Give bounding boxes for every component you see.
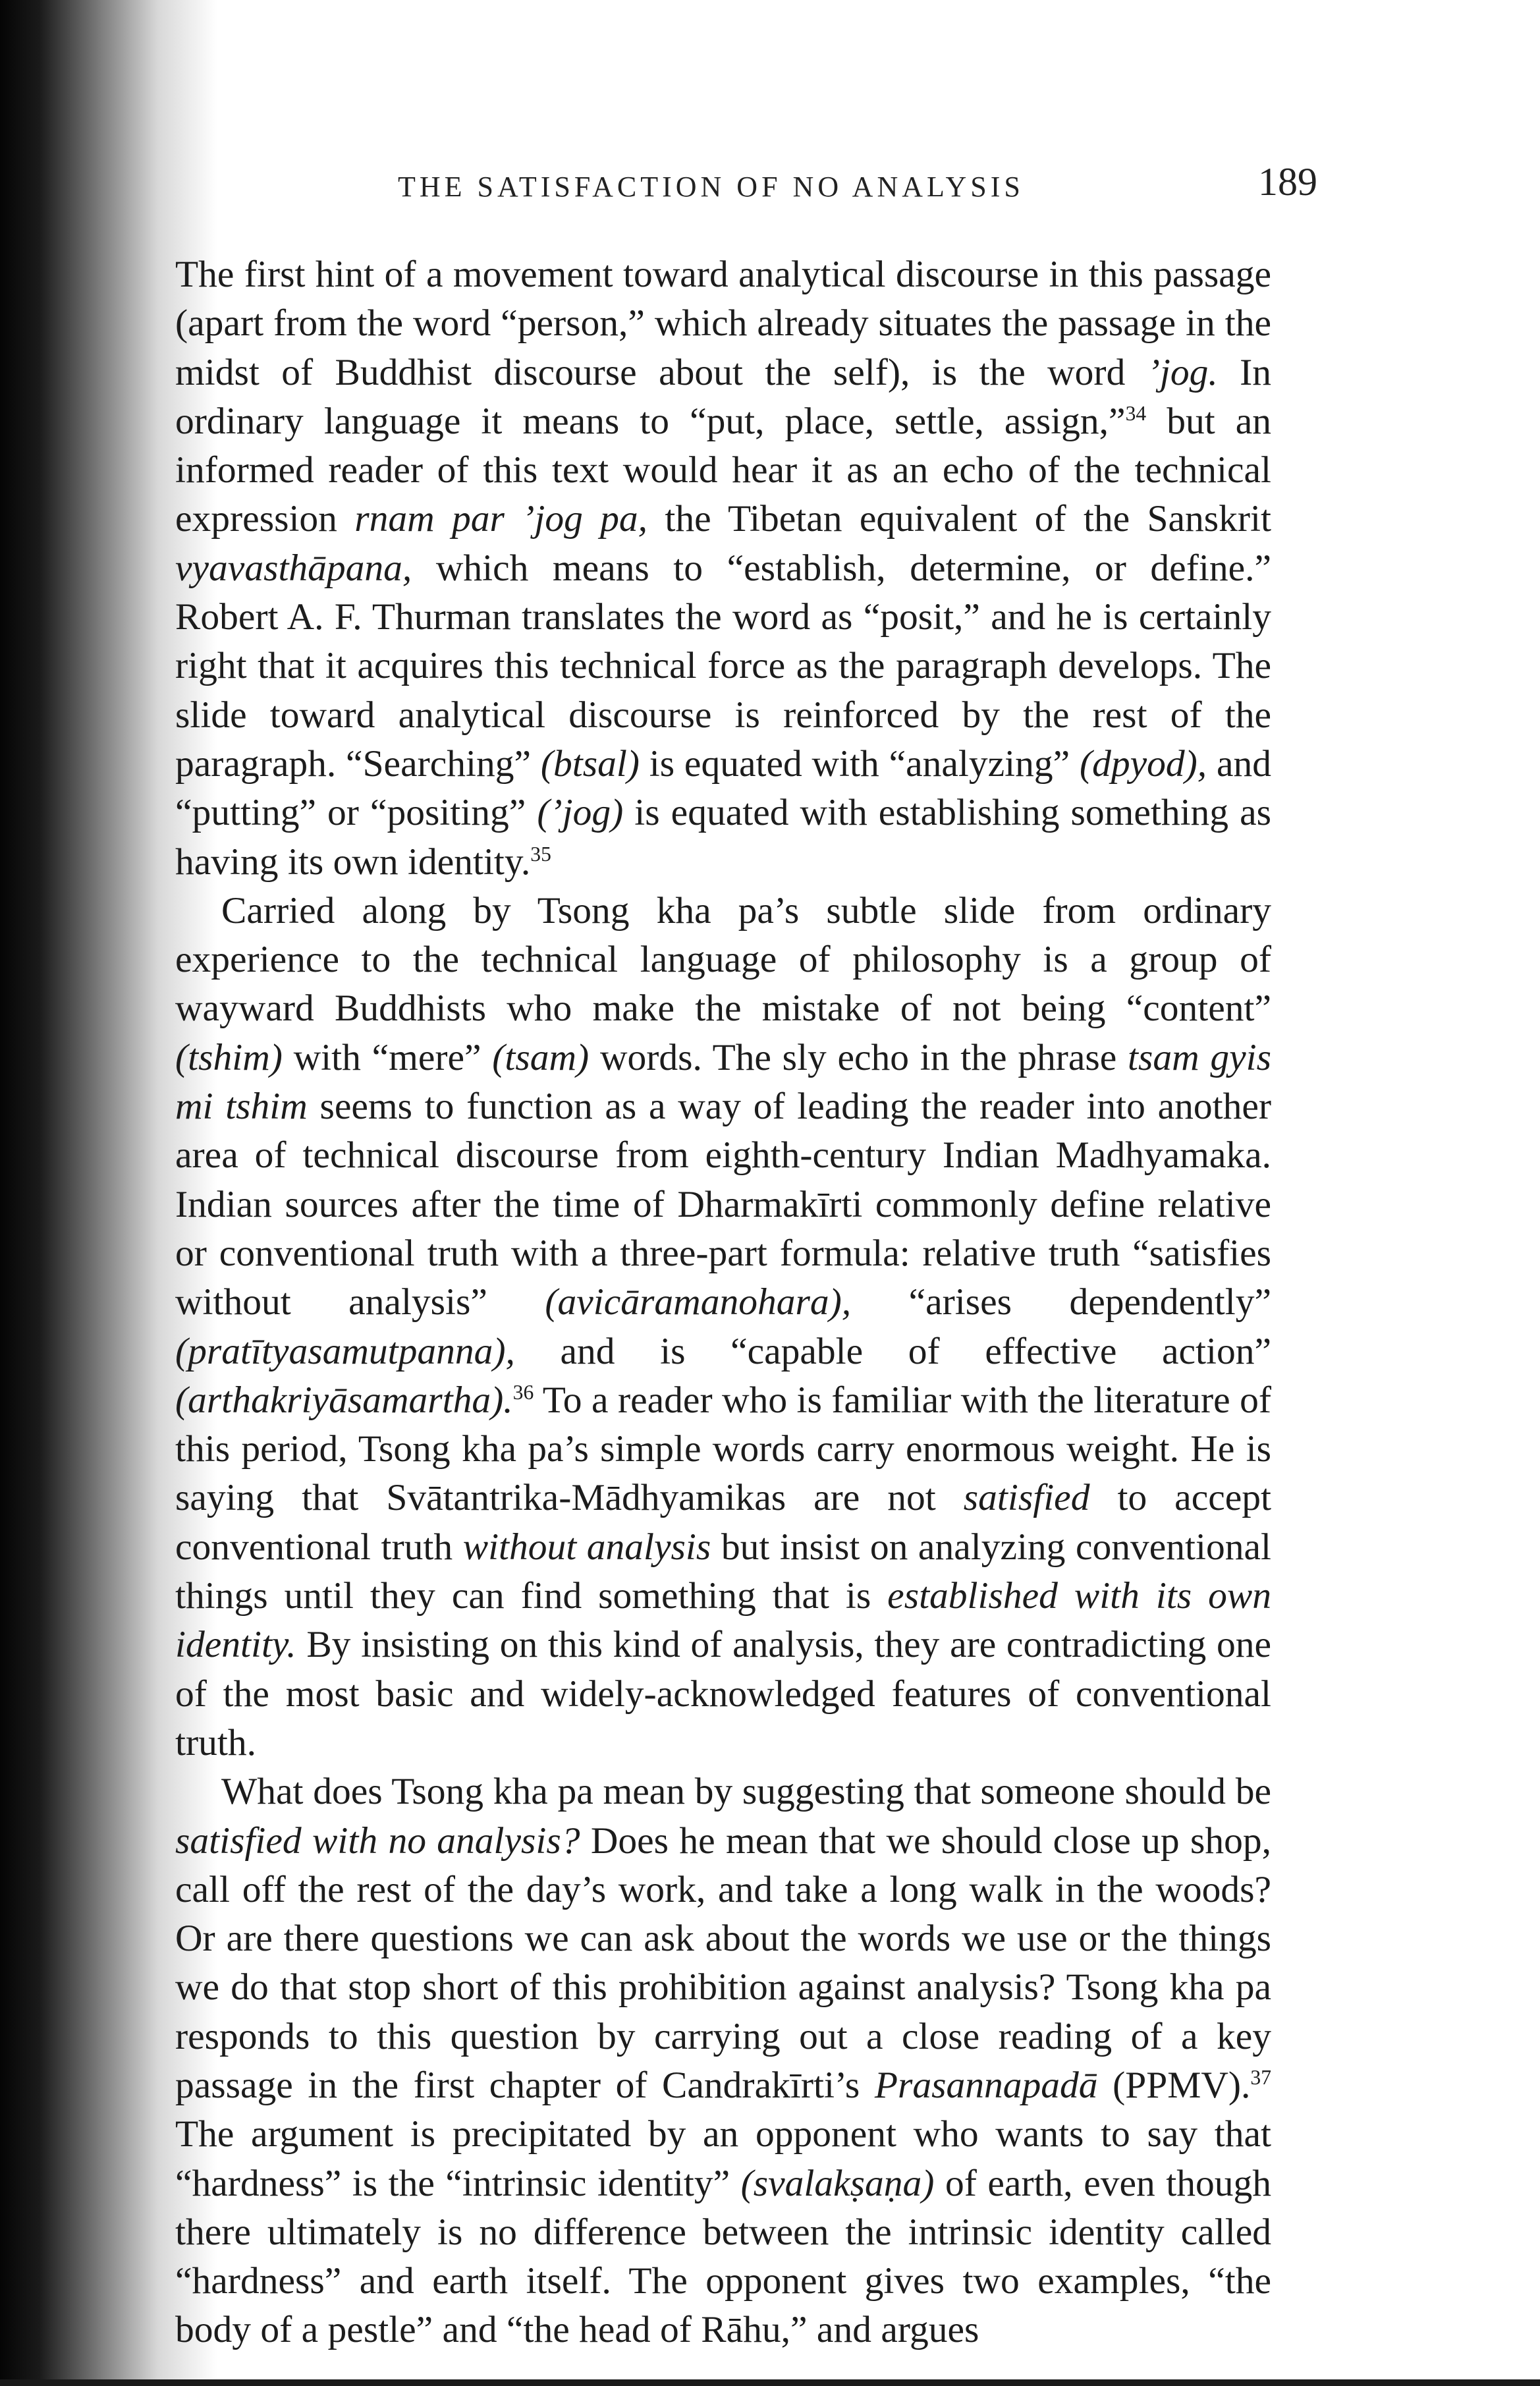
text-run: but an informed reader of this text would hear it as an echo of the technical expression bbox=[175, 400, 1271, 540]
italic-run: tsam gyis mi tshim bbox=[175, 1036, 1271, 1128]
running-head: THE SATISFACTION OF NO ANALYSIS bbox=[398, 171, 1024, 203]
italic-run: rnam par ’jog pa, bbox=[354, 498, 648, 540]
text-run: words. The sly echo in the phrase bbox=[589, 1036, 1128, 1078]
text-run: and “putting” or “positing” bbox=[175, 742, 1271, 834]
text-run: which means to “establish, determine, or define.” Robert A. F. Thurman translates the word as “posit,” and he is certainly right that it acquires this technical force as the paragraph develops. The slide toward analytical discourse is reinforced by the rest of the paragraph. “Searching” bbox=[175, 547, 1271, 785]
text-run: seems to function as a way of leading the reader into another area of technical discourse from eighth-century Indian Madhyamaka. Indian sources after the time of Dharmakīrti commonly define relative or conventional truth with a three-part formula: relative truth “satisfies without analysis” bbox=[175, 1086, 1271, 1323]
italic-run: (svalakṣaṇa) bbox=[740, 2162, 935, 2204]
italic-run: (avicāramanohara), bbox=[545, 1281, 852, 1323]
italic-run: (arthakriyāsamartha). bbox=[175, 1379, 513, 1421]
text-run: the Tibetan equivalent of the Sanskrit bbox=[647, 498, 1271, 540]
footnote-ref: 37 bbox=[1250, 2065, 1271, 2089]
paragraph-3 bbox=[175, 1767, 1271, 2355]
text-run: The first hint of a movement toward analytical discourse in this passage (apart from the word “person,” which already situates the passage in the midst of Buddhist discourse about the self), is the word bbox=[175, 254, 1271, 393]
text-run: In ordinary language it means to “put, place, settle, assign,” bbox=[175, 351, 1272, 442]
paragraph-2 bbox=[175, 887, 1271, 1767]
text-run: of earth, even though there ultimately is no difference between the intrinsic identity called “hardness” and earth itself. The opponent gives two examples, “the body of a pestle” and “the head of Rāhu,” and argues bbox=[175, 2162, 1271, 2351]
italic-run: (pratītyasamutpanna), bbox=[175, 1330, 515, 1372]
page-bottom-edge bbox=[0, 2379, 1540, 2386]
italic-run: vyavasthāpana, bbox=[175, 547, 412, 589]
italic-run: (’jog) bbox=[537, 792, 624, 834]
italic-run: Prasannapadā bbox=[874, 2064, 1098, 2106]
text-run: is equated with “analyzing” bbox=[639, 742, 1080, 785]
paragraph-1 bbox=[175, 250, 1271, 887]
italic-run: satisfied with no analysis? bbox=[175, 1819, 580, 1862]
page-number: 189 bbox=[1258, 160, 1317, 204]
text-run: with “mere” bbox=[282, 1036, 493, 1078]
italic-run: (btsal) bbox=[540, 742, 640, 785]
text-run: is equated with establishing something as having its own identity. bbox=[175, 792, 1271, 883]
italic-run: without analysis bbox=[462, 1526, 711, 1568]
text-run: The argument is precipitated by an opponent who wants to say that “hardness” is the “intrinsic identity” bbox=[175, 2113, 1271, 2204]
footnote-ref: 35 bbox=[530, 842, 551, 866]
italic-run: (dpyod), bbox=[1079, 742, 1207, 785]
text-run: to accept conventional truth bbox=[175, 1477, 1271, 1568]
italic-run: established with its own identity. bbox=[175, 1575, 1271, 1666]
text-run: Does he mean that we should close up shop, call off the rest of the day’s work, and take a long walk in the woods? Or are there questions we can ask about the words we use or the things we do that stop short of this prohibition against analysis? Tsong kha pa responds to this question by carrying out a close reading of a key passage in the first chapter of Candrakīrti’s bbox=[175, 1819, 1271, 2106]
text-run: Carried along by Tsong kha pa’s subtle slide from ordinary experience to the technical language of philosophy is a group of wayward Buddhists who make the mistake of not being “content” bbox=[175, 889, 1271, 1030]
text-run: By insisting on this kind of analysis, they are contradicting one of the most basic and widely-acknowledged features of conventional truth. bbox=[175, 1624, 1271, 1763]
italic-run: satisfied bbox=[963, 1477, 1090, 1519]
footnote-ref: 36 bbox=[512, 1380, 534, 1404]
italic-run: ’jog. bbox=[1147, 351, 1218, 393]
text-run: and is “capable of effective action” bbox=[514, 1330, 1271, 1372]
footnote-ref: 34 bbox=[1125, 401, 1147, 425]
italic-run: (tsam) bbox=[492, 1036, 590, 1078]
body-text bbox=[175, 250, 1271, 2355]
text-run: “arises dependently” bbox=[851, 1281, 1271, 1323]
italic-run: (tshim) bbox=[175, 1036, 283, 1078]
text-run: What does Tsong kha pa mean by suggesting that someone should be bbox=[221, 1771, 1271, 1813]
text-run: but insist on analyzing conventional things until they can find something that is bbox=[175, 1526, 1271, 1617]
text-run: (PPMV). bbox=[1097, 2064, 1251, 2106]
text-run: To a reader who is familiar with the literature of this period, Tsong kha pa’s simple words carry enormous weight. He is saying that Svātantrika-Mādhyamikas are not bbox=[175, 1379, 1271, 1519]
